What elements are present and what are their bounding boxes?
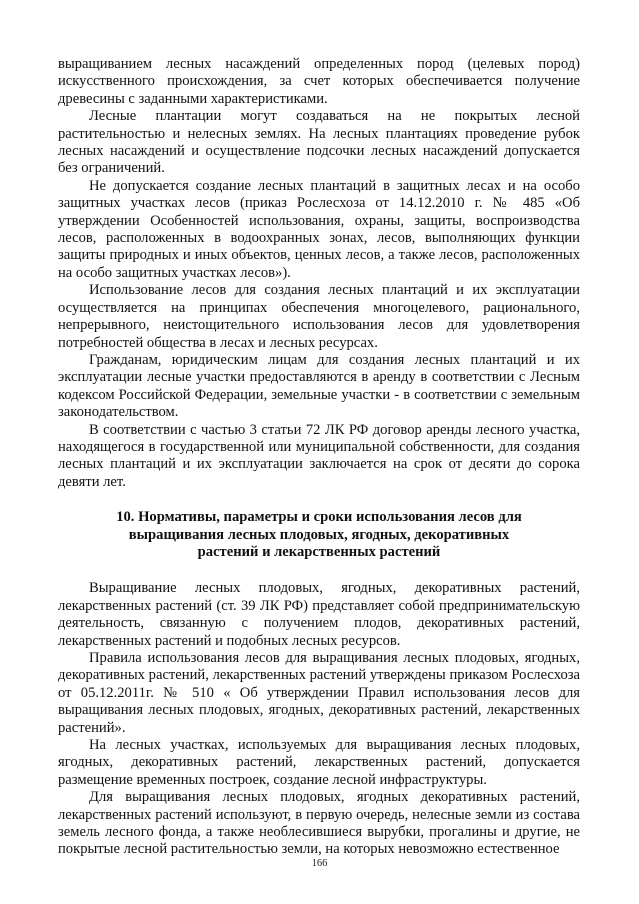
paragraph-land-selection: Для выращивания лесных плодовых, ягодных декоративных растений, лекарственных растений используют, в первую очередь, нелесные земли из состава земель лесного фонда, а также необлесившиеся вырубки, прогалины и другие, не покрытые лесной растительностью земли, на которых невозможно естественное [58,789,580,858]
paragraph-rules-order: Правила использования лесов для выращивания лесных плодовых, ягодных, декоративных растений, лекарственных растений утверждены приказом Рослесхоза от 05.12.2011г. № 510 « Об утверждении Правил использования лесов для выращивания лесных плодовых, ягодных, декоративных растений, лекарственных растений». [58,650,580,736]
paragraph-continuation: выращиванием лесных насаждений определенных пород (целевых пород) искусственного происхождения, за счет которых обеспечивается получение древесины с заданными характеристиками. [58,56,580,107]
paragraph-lease-term: В соответствии с частью 3 статьи 72 ЛК РФ договор аренды лесного участка, находящегося в государственной или муниципальной собственности, для создания лесных плантаций и их эксплуатации заключается на срок от десяти до сорока девяти лет. [58,421,580,490]
paragraph-temporary-buildings: На лесных участках, используемых для выращивания лесных плодовых, ягодных, декоративных растений, лекарственных растений, допускается размещение временных построек, создание лесной инфраструктуры. [58,737,580,788]
section-heading-line: растений и лекарственных растений [197,543,441,560]
section-heading [58,509,580,561]
document-page [58,56,580,859]
paragraph-protective-forests: Не допускается создание лесных плантаций в защитных лесах и на особо защитных участках лесов (приказ Рослесхоза от 14.12.2010 г. № 485 «Об утверждении Особенностей использования, охраны, защиты, воспроизводства лесов, расположенных в водоохранных зонах, лесов, выполняющих функции защиты природных и иных объектов, ценных лесов, а также лесов, расположенных на особо защитных участках лесов»). [58,177,580,281]
paragraph-use-principles: Использование лесов для создания лесных плантаций и их эксплуатации осуществляется на принципах обеспечения многоцелевого, рационального, непрерывного, неистощительного использования лесов для удовлетворения потребностей общества в лесах и лесных ресурсах. [58,282,580,351]
page-number: 166 [311,858,328,869]
paragraph-lease-provision: Гражданам, юридическим лицам для создания лесных плантаций и их эксплуатации лесные участки предоставляются в аренду в соответствии с Лесным кодексом Российской Федерации, земельные участки - в соответствии с земельным законодательством. [58,351,580,421]
paragraph-plantation-lands: Лесные плантации могут создаваться на не покрытых лесной растительностью и нелесных землях. На лесных плантациях проведение рубок лесных насаждений и осуществление подсочки лесных насаждений допускается без ограничений. [58,108,580,177]
paragraph-cultivation-definition: Выращивание лесных плодовых, ягодных, декоративных растений, лекарственных растений (ст. 39 ЛК РФ) представляет собой предпринимательскую деятельность, связанную с получением плодов, декоративных растений, лекарственных растений и подобных лесных ресурсов. [58,580,580,649]
section-heading-line: выращивания лесных плодовых, ягодных, декоративных [128,526,510,543]
section-heading-line: 10. Нормативы, параметры и сроки использования лесов для [116,509,522,526]
